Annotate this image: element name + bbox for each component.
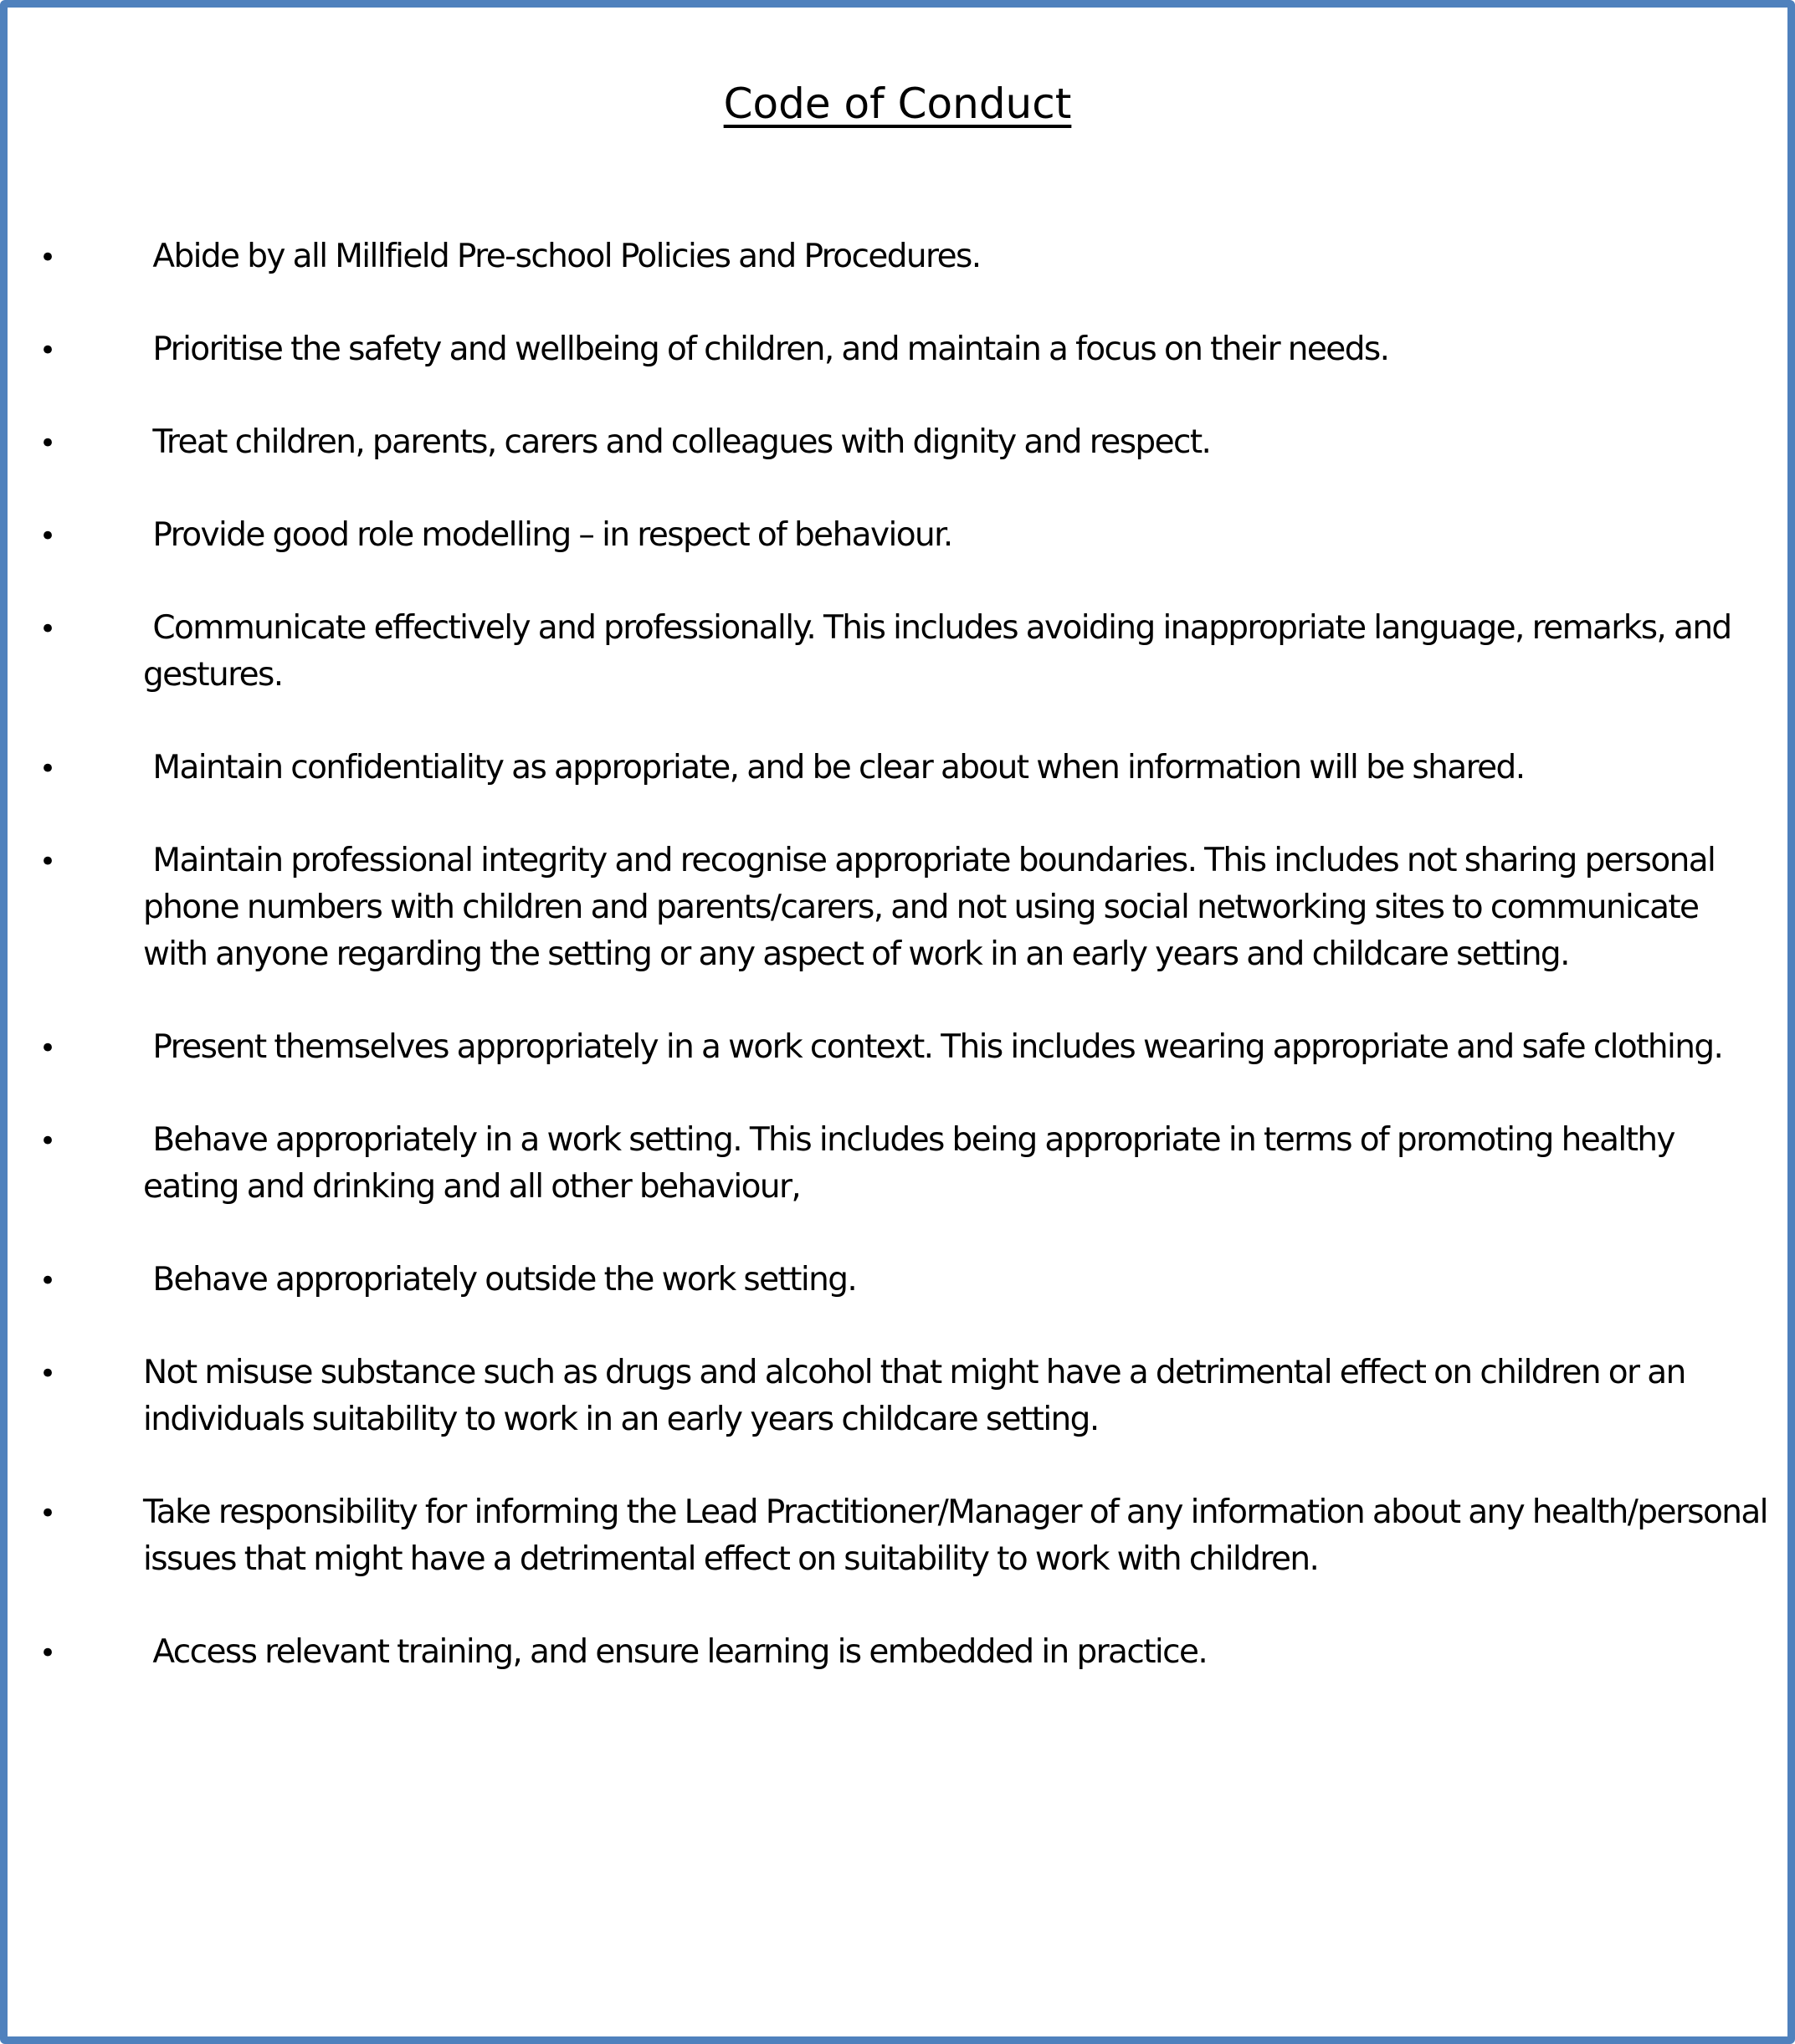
list-item [8, 326, 1795, 373]
list-item [8, 1024, 1795, 1071]
list-item [8, 512, 1795, 559]
list-item-text: Not misuse substance such as drugs and alcohol that might have a detrimental effect on children or an individuals suitability to work in an early years childcare setting. [143, 1354, 1685, 1438]
bullet-icon: • [39, 241, 55, 274]
list-item-text: Abide by all Millfield Pre-school Policies and Procedures. [152, 238, 981, 275]
list-item [8, 1117, 1795, 1211]
bullet-icon: • [39, 752, 55, 786]
bullet-icon: • [39, 1497, 55, 1530]
list-item-text: Access relevant training, and ensure learning is embedded in practice. [152, 1633, 1208, 1671]
list-item-text: Present themselves appropriately in a work context. This includes wearing appropriate and safe clothing. [152, 1028, 1723, 1066]
list-item [8, 419, 1795, 466]
list-item-text: Provide good role modelling – in respect of behaviour. [152, 516, 952, 554]
title-text: Code of Conduct [723, 79, 1072, 128]
bullet-icon: • [39, 520, 55, 553]
list-item [8, 745, 1795, 791]
list-item-text: Maintain professional integrity and recognise appropriate boundaries. This includes not sharing personal phone numbers with children and parents/carers, and not using social networking sites to communicate with anyone regarding the setting or any aspect of work in an early years and childcare setting. [143, 842, 1716, 973]
list-item [8, 1629, 1795, 1676]
bullet-icon: • [39, 1264, 55, 1298]
list-item-text: Maintain confidentiality as appropriate, and be clear about when information will be shared. [152, 749, 1525, 786]
bullet-icon: • [39, 1032, 55, 1065]
bullet-icon: • [39, 427, 55, 460]
list-item-text: Communicate effectively and professionally. This includes avoiding inappropriate language, remarks, and gestures. [143, 609, 1731, 694]
bullet-icon: • [39, 612, 55, 646]
bullet-icon: • [39, 845, 55, 879]
list-item-text: Treat children, parents, carers and colleagues with dignity and respect. [152, 423, 1211, 461]
list-item [8, 1489, 1795, 1583]
list-item [8, 233, 1795, 280]
list-item-text: Behave appropriately outside the work setting. [152, 1261, 857, 1299]
bullet-icon: • [39, 334, 55, 367]
list-item-text: Take responsibility for informing the Lead Practitioner/Manager of any information about any health/personal issues that might have a detrimental effect on suitability to work with children. [143, 1493, 1767, 1578]
list-item [8, 838, 1795, 978]
list-item [8, 1350, 1795, 1443]
bullet-icon: • [39, 1357, 55, 1391]
code-of-conduct-list [8, 233, 1795, 1722]
list-item [8, 605, 1795, 699]
bullet-icon: • [39, 1637, 55, 1670]
bullet-icon: • [39, 1124, 55, 1158]
list-item-text: Behave appropriately in a work setting. This includes being appropriate in terms of promoting healthy eating and drinking and all other behaviour, [143, 1121, 1674, 1206]
page-title [8, 79, 1787, 128]
list-item [8, 1257, 1795, 1304]
list-item-text: Prioritise the safety and wellbeing of children, and maintain a focus on their needs. [152, 330, 1389, 368]
